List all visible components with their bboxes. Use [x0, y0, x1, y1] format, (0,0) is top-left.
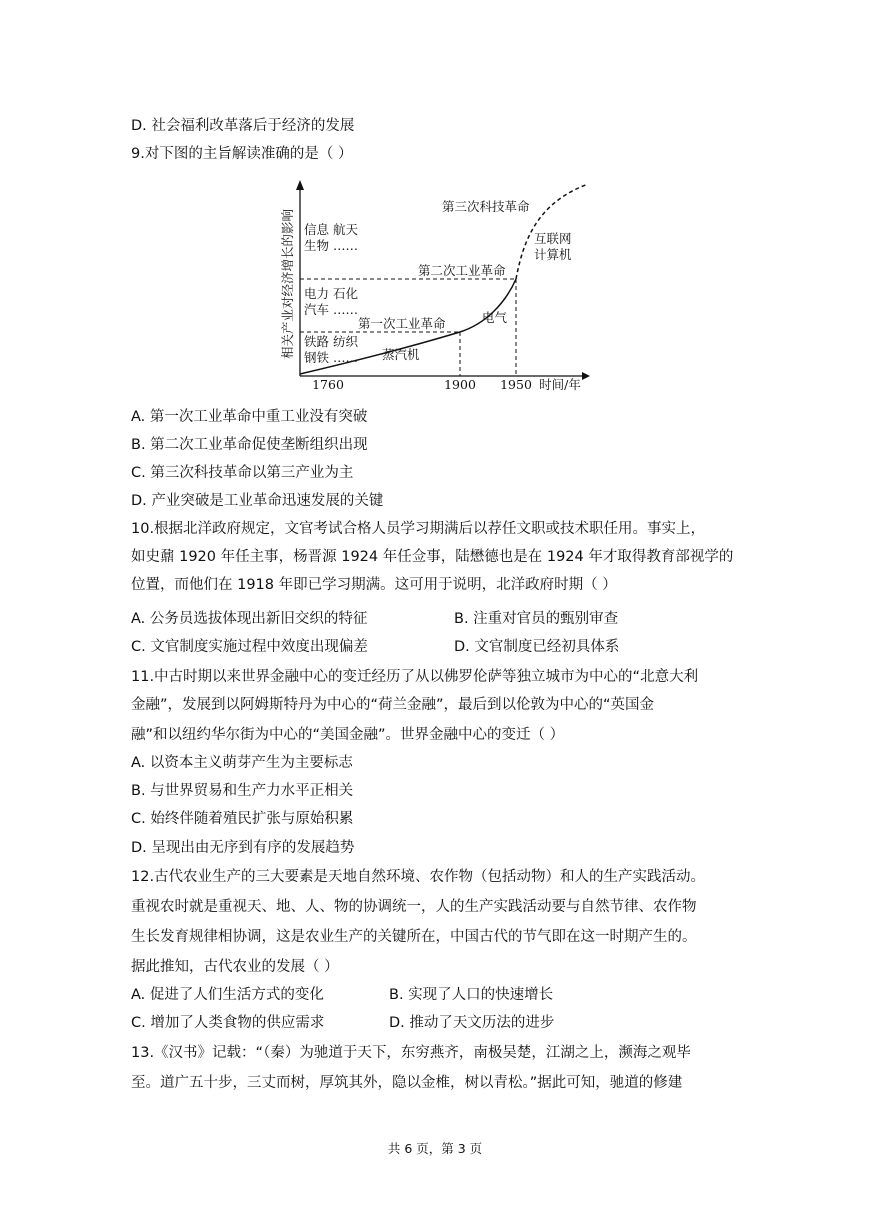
x-tick-1950: 1950: [500, 377, 532, 392]
curve-label-internet: 互联网: [534, 231, 572, 246]
q10-stem-line-2: 如史鼐 1920 年任主事，杨晋源 1924 年任佥事，陆懋德也是在 1924 年才取得教育部视学的: [131, 549, 734, 565]
q10-option-d: D. 文官制度已经初具体系: [454, 639, 620, 655]
q13-stem-line-2: 至。道广五十步，三丈而树，厚筑其外，隐以金椎，树以青松。”据此可知，驰道的修建: [131, 1075, 683, 1091]
q11-option-c: C. 始终伴随着殖民扩张与原始积累: [131, 811, 354, 827]
industry-label-3a: 信息 航天: [304, 222, 358, 237]
q10-option-b: B. 注重对官员的甄别审查: [454, 611, 619, 627]
industry-label-1a: 铁路 纺织: [304, 334, 358, 349]
page-footer: 共 6 页，第 3 页: [387, 1141, 483, 1156]
q10-option-c: C. 文官制度实施过程中效度出现偏差: [131, 639, 368, 655]
industry-label-1b: 钢铁 ……: [304, 350, 358, 365]
stage-label-1: 第一次工业革命: [358, 316, 446, 331]
q11-option-d: D. 呈现出由无序到有序的发展趋势: [131, 840, 355, 856]
q12-stem-line-1: 12.古代农业生产的三大要素是天地自然环境、农作物（包括动物）和人的生产实践活动。: [131, 869, 706, 885]
q11-stem-line-2: 金融”，发展到以阿姆斯特丹为中心的“荷兰金融”，最后到以伦敦为中心的“英国金: [131, 697, 655, 713]
x-tick-1760: 1760: [312, 377, 344, 392]
q9-option-b: B. 第二次工业革命促使垄断组织出现: [131, 437, 368, 453]
q12-stem-line-4: 据此推知，古代农业的发展（ ）: [131, 959, 339, 975]
y-axis-label: 相关产业对经济增长的影响: [280, 208, 295, 360]
q13-stem-line-1: 13.《汉书》记载：“（秦）为驰道于天下，东穷燕齐，南极吴楚，江湖之上，濒海之观毕: [131, 1045, 691, 1061]
q12-option-c: C. 增加了人类食物的供应需求: [131, 1015, 325, 1031]
curve-label-steam: 蒸汽机: [382, 347, 420, 362]
y-axis-arrow: [296, 180, 304, 190]
industry-label-2b: 汽车 ……: [304, 302, 358, 317]
x-tick-1900: 1900: [444, 377, 476, 392]
q11-stem-line-3: 融”和以纽约华尔街为中心的“美国金融”。世界金融中心的变迁（ ）: [131, 727, 565, 743]
q9-option-a: A. 第一次工业革命中重工业没有突破: [131, 409, 368, 425]
q9-option-c: C. 第三次科技革命以第三产业为主: [131, 465, 354, 481]
q10-option-a: A. 公务员选拔体现出新旧交织的特征: [131, 611, 368, 627]
stage-label-3: 第三次科技革命: [442, 199, 530, 214]
curve-label-electric: 电气: [482, 310, 508, 325]
x-axis-label: 时间/年: [539, 377, 581, 392]
q11-option-b: B. 与世界贸易和生产力水平正相关: [131, 783, 354, 799]
curve-label-computer: 计算机: [534, 247, 572, 262]
q11-option-a: A. 以资本主义萌芽产生为主要标志: [131, 755, 353, 771]
industry-label-2a: 电力 石化: [304, 286, 358, 301]
q8-option-d: D. 社会福利改革落后于经济的发展: [131, 118, 355, 134]
industry-label-3b: 生物 ……: [304, 238, 358, 253]
q9-option-d: D. 产业突破是工业革命迅速发展的关键: [131, 493, 384, 509]
q10-stem-line-3: 位置，而他们在 1918 年即已学习期满。这可用于说明，北洋政府时期（ ）: [131, 577, 617, 593]
q12-stem-line-3: 生长发育规律相协调，这是农业生产的关键所在，中国古代的节气即在这一时期产生的。: [131, 929, 697, 945]
q12-option-a: A. 促进了人们生活方式的变化: [131, 987, 324, 1003]
x-axis-arrow: [582, 372, 590, 380]
q12-option-b: B. 实现了人口的快速增长: [389, 987, 554, 1003]
q10-stem-line-1: 10.根据北洋政府规定，文官考试合格人员学习期满后以荐任文职或技术职任用。事实上，: [131, 521, 706, 537]
q9-stem: 9.对下图的主旨解读准确的是（ ）: [131, 146, 353, 162]
q12-stem-line-2: 重视农时就是重视天、地、人、物的协调统一，人的生产实践活动要与自然节律、农作物: [131, 899, 697, 915]
q11-stem-line-1: 11.中古时期以来世界金融中心的变迁经历了从以佛罗伦萨等独立城市为中心的“北意大利: [131, 669, 699, 685]
stage-label-2: 第二次工业革命: [418, 263, 506, 278]
q12-option-d: D. 推动了天文历法的进步: [389, 1015, 555, 1031]
q9-figure: [270, 176, 600, 398]
